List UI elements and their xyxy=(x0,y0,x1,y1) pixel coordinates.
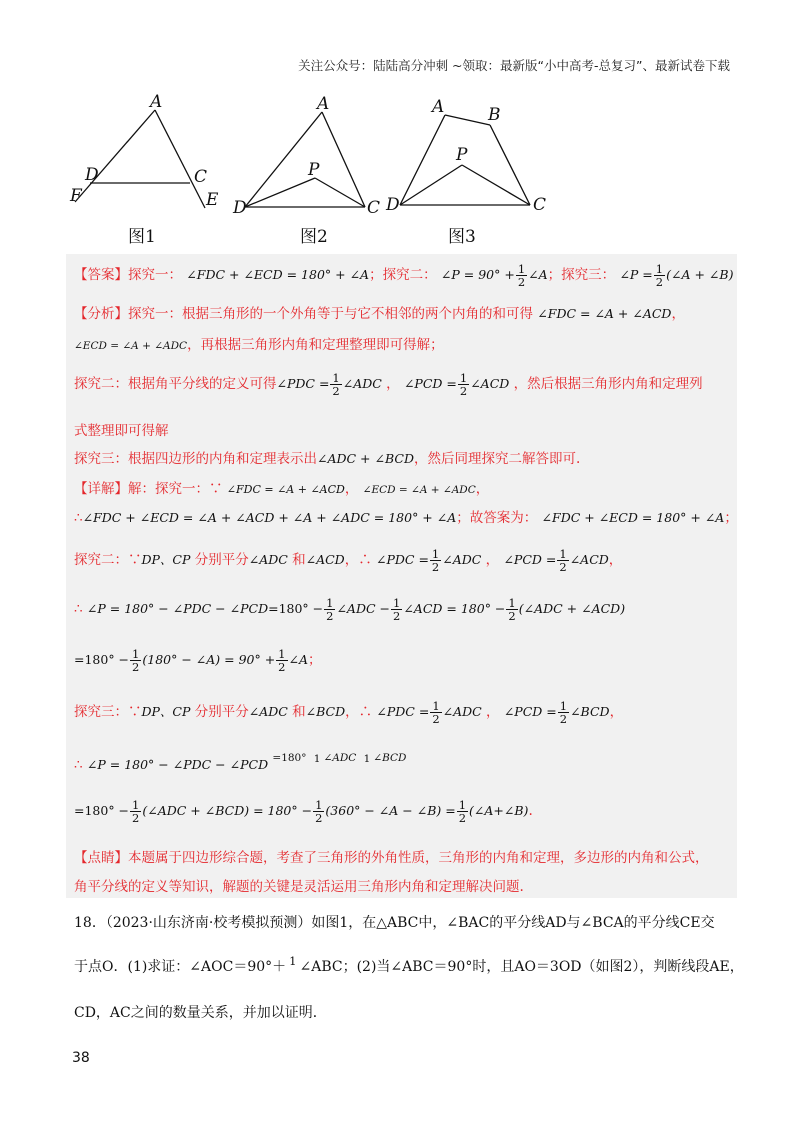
analysis-l1-expr: ∠FDC = ∠A + ∠ACD xyxy=(537,306,672,321)
detail-l2-sym: ∴ xyxy=(74,510,83,526)
question-line-2 xyxy=(74,955,744,979)
explore3-sep: ， xyxy=(486,704,500,721)
explore3b-expr3: ∠ADC xyxy=(323,752,357,764)
detail-line-2 xyxy=(74,510,738,526)
explore3b-expr2: =180° xyxy=(272,752,307,764)
explore2-so: ，∴ xyxy=(344,552,372,569)
explore3-e2-post: ∠BCD xyxy=(570,704,610,720)
analysis-l3-sep: ， xyxy=(386,376,400,393)
fig3-label-b: B xyxy=(488,105,501,125)
explore2-e1-post: ∠ADC xyxy=(442,552,482,568)
fig1-label-d: D xyxy=(85,165,99,185)
fig1-label-a: A xyxy=(150,92,163,112)
answer-e3-post: (∠A + ∠B) xyxy=(666,267,734,283)
fig1-line-ae xyxy=(75,110,155,202)
explore3-line-2 xyxy=(74,752,406,777)
analysis-l3-e2-post: ∠ACD xyxy=(470,376,510,392)
explore2-end: ， xyxy=(608,552,623,569)
explore2b-expr3: ∠ADC − xyxy=(336,601,390,617)
explore3c-expr3: (360° − ∠A − ∠B) = xyxy=(325,803,456,819)
analysis-l5-text: 探究三：根据四边形的内角和定理表示出 xyxy=(74,451,317,467)
comment-tag: 【点睛】 xyxy=(74,850,128,866)
fig2-line-pc xyxy=(315,178,365,207)
analysis-line-5 xyxy=(74,451,580,467)
comment-line-2: 角平分线的定义等知识，解题的关键是灵活运用三角形内角和定理解决问题. xyxy=(74,879,524,895)
explore2b-expr4: ∠ACD = 180° − xyxy=(403,601,506,617)
page-number: 38 xyxy=(72,1050,90,1066)
analysis-tag: 【分析】 xyxy=(74,306,128,322)
fraction-half: $\frac{1}{2}$ xyxy=(278,647,286,675)
detail-l1-text: 解：探究一：∵ xyxy=(128,481,223,497)
explore3-text: 分别平分 xyxy=(194,704,249,721)
explore3c-end: . xyxy=(528,803,533,820)
analysis-l3-text: 探究二：根据角平分线的定义可得 xyxy=(74,376,277,393)
analysis-l3-e2-pre: ∠PCD = xyxy=(403,376,457,392)
analysis-l3-end: ，然后根据三角形内角和定理列 xyxy=(513,376,703,393)
figure-caption-3: 图3 xyxy=(448,227,476,247)
explore3-e1-pre: ∠PDC = xyxy=(376,704,430,720)
fig2-label-d: D xyxy=(233,198,247,218)
explore2-line-3 xyxy=(74,648,322,673)
answer-e3-pre: ∠P = xyxy=(619,267,653,283)
explore3-e2-pre: ∠PCD = xyxy=(503,704,557,720)
explore2b-expr5: (∠ADC + ∠ACD) xyxy=(518,601,626,617)
fraction-half: $\frac{1}{2}$ xyxy=(432,699,440,727)
fraction-half: $\frac{1}{2}$ xyxy=(431,547,440,575)
fig3-label-a: A xyxy=(432,97,445,117)
question-l2-pre: 于点O．(1)求证：∠AOC＝90°＋ xyxy=(74,959,287,975)
figure-caption-2: 图2 xyxy=(300,227,328,247)
analysis-l3-e1-pre: ∠PDC = xyxy=(276,376,330,392)
analysis-l2-expr: ∠ECD = ∠A + ∠ADC xyxy=(74,340,188,352)
analysis-l3-e1-post: ∠ADC xyxy=(342,376,382,392)
fig3-label-c: C xyxy=(533,195,547,215)
explore3c-expr4: (∠A+∠B) xyxy=(469,803,529,819)
analysis-l1-text: 探究一：根据三角形的一个外角等于与它不相邻的两个内角的和可得 xyxy=(128,306,533,322)
analysis-line-1 xyxy=(74,306,685,322)
comment-l1-text: 本题属于四边形综合题，考查了三角形的外角性质，三角形的内角和定理，多边形的内角和公式， xyxy=(128,850,709,866)
explore2-e2-post: ∠ACD xyxy=(569,552,609,568)
explore3-line-1 xyxy=(74,700,623,725)
explore2-e1-pre: ∠PDC = xyxy=(376,552,429,568)
detail-l2-text: ；故答案为： xyxy=(456,510,538,526)
explore3-a1: ∠ADC xyxy=(248,704,288,720)
question-l2-post: ∠ABC；(2)当∠ABC＝90°时，且AO＝3OD（如图2），判断线段AE， xyxy=(299,959,744,975)
fraction-half: $\frac{1}{2}$ xyxy=(132,647,140,675)
fraction-half: 1 xyxy=(313,753,321,766)
answer-e1-label: 探究一： xyxy=(128,267,182,284)
explore2-line-1 xyxy=(74,548,622,573)
detail-l1-e1: ∠FDC = ∠A + ∠ACD xyxy=(226,483,345,496)
comment-line-1 xyxy=(74,850,709,866)
explore2-a2: ∠ACD xyxy=(305,552,345,568)
fraction-half: $\frac{1}{2}$ xyxy=(315,798,323,826)
fig2-line-dp xyxy=(245,178,315,207)
explore2b-expr2: =180° − xyxy=(268,601,324,617)
answer-e2-pre: ∠P = 90° + xyxy=(440,267,515,283)
detail-l1-end: ， xyxy=(475,481,490,497)
explore2-a1: ∠ADC xyxy=(248,552,288,568)
detail-l2-end: ； xyxy=(724,510,738,526)
answer-tag: 【答案】 xyxy=(74,267,128,284)
question-line-1: 18．（2023·山东济南·校考模拟预测）如图1，在△ABC中，∠BAC的平分线AD与∠BCA的平分线CE交 xyxy=(74,915,715,931)
fraction-half: $\frac{1}{2}$ xyxy=(655,262,664,290)
fig1-line-af xyxy=(155,110,208,208)
explore3-so: ，∴ xyxy=(345,704,373,721)
explore3-label: 探究三：∵ xyxy=(74,704,142,721)
fig2-label-p: P xyxy=(308,160,320,180)
fig1-label-e: E xyxy=(206,190,219,210)
explore2b-expr1: ∠P = 180° − ∠PDC − ∠PCD xyxy=(86,601,269,617)
explore2-text: 分别平分 xyxy=(194,552,249,569)
explore2c-expr3: ∠A xyxy=(288,652,309,668)
explore2-and: 和 xyxy=(292,552,306,569)
analysis-l5-end: ，然后同理探究二解答即可. xyxy=(414,451,581,467)
answer-e3-label: ；探究三： xyxy=(547,267,616,284)
fig2-line-ac xyxy=(322,112,365,207)
fraction-half: $\frac{1}{2}$ xyxy=(393,596,401,624)
fraction-half: $\frac{1}{2}$ xyxy=(332,371,340,399)
fraction-half: $\frac{1}{2}$ xyxy=(559,547,567,575)
answer-e2-label: ；探究二： xyxy=(369,267,437,284)
fig1-label-c: C xyxy=(194,167,208,187)
answer-e2-post: ∠A xyxy=(528,267,548,283)
explore3-e1-post: ∠ADC xyxy=(442,704,482,720)
geometry-figures xyxy=(0,90,800,250)
answer-e1-expr: ∠FDC + ∠ECD = 180° + ∠A xyxy=(186,267,370,283)
explore3-a2: ∠BCD xyxy=(305,704,346,720)
analysis-l1-end: ， xyxy=(671,306,685,322)
detail-tag: 【详解】 xyxy=(74,481,128,497)
fig2-label-c: C xyxy=(367,198,381,218)
explore2-sep: ， xyxy=(485,552,500,569)
analysis-line-4: 式整理即可得解 xyxy=(74,423,169,439)
analysis-line-3 xyxy=(74,372,703,397)
detail-line-1 xyxy=(74,481,489,497)
explore3b-expr4: ∠BCD xyxy=(373,752,407,764)
fraction-half: $\frac{1}{2}$ xyxy=(517,262,526,290)
explore2c-expr1: =180° − xyxy=(74,652,130,668)
fraction-half: 1 xyxy=(363,753,371,766)
explore2c-end: ； xyxy=(308,652,322,669)
analysis-line-2 xyxy=(74,337,444,353)
explore3-line-3 xyxy=(74,799,533,824)
page-header: 关注公众号：陆陆高分冲刺 ~领取：最新版“小中高考-总复习”、最新试卷下载 xyxy=(298,58,730,73)
fig2-label-a: A xyxy=(317,94,330,114)
explore2c-expr2: (180° − ∠A) = 90° + xyxy=(142,652,276,668)
detail-l2-expr: ∠FDC + ∠ECD = ∠A + ∠ACD + ∠A + ∠ADC = 180° + ∠A xyxy=(82,510,457,525)
explore3b-sym: ∴ xyxy=(74,757,83,773)
fig3-label-p: P xyxy=(456,145,468,165)
explore3-and: 和 xyxy=(292,704,306,721)
figure-caption-1: 图1 xyxy=(128,227,156,247)
fraction-half: 1 xyxy=(289,954,297,968)
fig3-label-d: D xyxy=(386,195,400,215)
answer-line xyxy=(74,263,733,288)
fig3-line-ad xyxy=(400,115,445,205)
explore3-dp: DP、CP xyxy=(141,704,191,720)
question-line-3: CD，AC之间的数量关系，并加以证明． xyxy=(74,1005,327,1021)
detail-l1-e2: ∠ECD = ∠A + ∠ADC xyxy=(362,484,476,496)
detail-l1-sep: ， xyxy=(344,481,359,497)
fraction-half: $\frac{1}{2}$ xyxy=(458,798,467,826)
fraction-half: $\frac{1}{2}$ xyxy=(459,371,468,399)
explore2-label: 探究二：∵ xyxy=(74,552,142,569)
fig3-line-ab xyxy=(445,115,490,125)
fig1-label-f: F xyxy=(70,186,82,206)
explore3b-expr1: ∠P = 180° − ∠PDC − ∠PCD xyxy=(86,757,269,772)
fraction-half: $\frac{1}{2}$ xyxy=(559,699,568,727)
explore2-e2-pre: ∠PCD = xyxy=(503,552,557,568)
analysis-l2-text: ，再根据三角形内角和定理整理即可得解； xyxy=(187,337,444,353)
explore3c-expr2: (∠ADC + ∠BCD) = 180° − xyxy=(142,803,313,819)
figures-row xyxy=(0,90,800,250)
fraction-half: $\frac{1}{2}$ xyxy=(508,596,516,624)
fraction-half: $\frac{1}{2}$ xyxy=(132,798,140,826)
explore3-end: ， xyxy=(609,704,624,721)
analysis-l5-expr: ∠ADC + ∠BCD xyxy=(317,451,414,466)
fraction-half: $\frac{1}{2}$ xyxy=(326,596,334,624)
explore2-line-2 xyxy=(74,597,625,622)
explore2b-sym: ∴ xyxy=(74,601,83,618)
detail-l2-ans: ∠FDC + ∠ECD = 180° + ∠A xyxy=(541,510,725,525)
explore3c-expr1: =180° − xyxy=(74,803,130,819)
explore2-dp: DP、CP xyxy=(141,552,191,568)
